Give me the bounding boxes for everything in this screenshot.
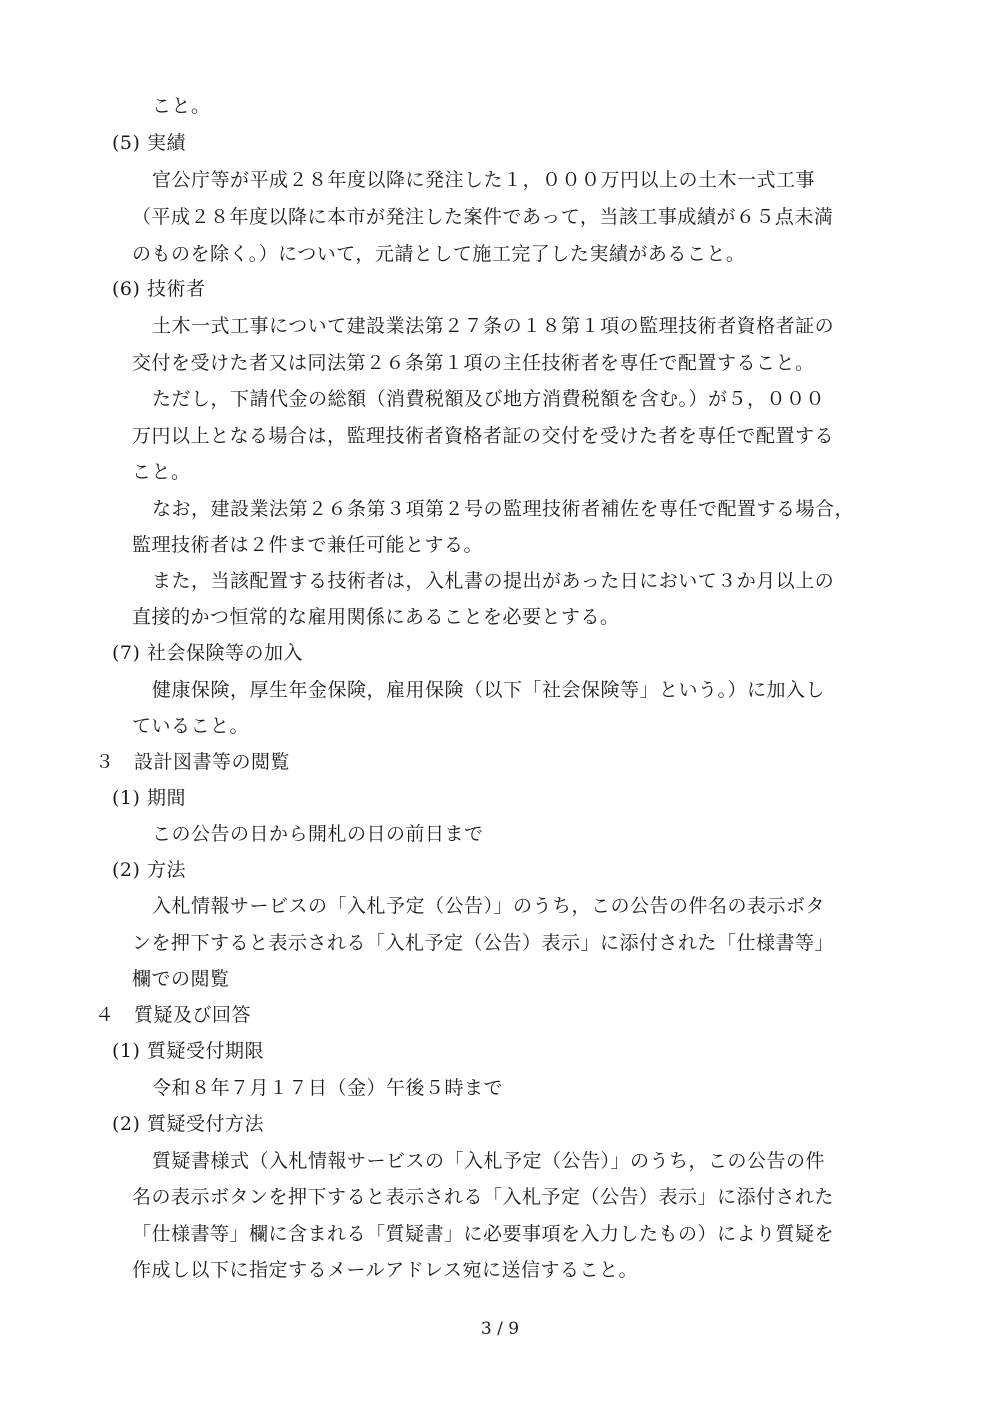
text-line: 作成し以下に指定するメールアドレス宛に送信すること。 [132, 1259, 639, 1281]
text-line: 万円以上となる場合は，監理技術者資格者証の交付を受けた者を専任で配置する [132, 425, 835, 447]
section-heading: (2) 方法 [112, 859, 186, 881]
section-heading: (6) 技術者 [112, 278, 206, 300]
chapter-heading: ３ 設計図書等の閲覧 [95, 751, 291, 773]
text-line: この公告の日から開札の日の前日まで [152, 823, 484, 845]
section-heading: (7) 社会保険等の加入 [112, 642, 303, 664]
text-line: 官公庁等が平成２８年度以降に発注した１，０００万円以上の土木一式工事 [152, 169, 816, 191]
page-number: 3 / 9 [480, 1319, 520, 1339]
text-line: 健康保険，厚生年金保険，雇用保険（以下「社会保険等」という。）に加入し [152, 679, 826, 701]
section-heading: (5) 実績 [112, 132, 186, 154]
text-line: こと。 [152, 95, 211, 117]
text-line: 監理技術者は２件まで兼任可能とする。 [132, 534, 484, 556]
section-heading: (1) 質疑受付期限 [112, 1040, 264, 1062]
text-line: なお，建設業法第２６条第３項第２号の監理技術者補佐を専任で配置する場合， [152, 498, 855, 520]
text-line: ていること。 [132, 715, 250, 737]
text-line: ンを押下すると表示される「入札予定（公告）表示」に添付された「仕様書等」 [132, 932, 835, 954]
text-line: ただし，下請代金の総額（消費税額及び地方消費税額を含む。）が５，０００ [152, 388, 826, 410]
text-line: のものを除く。）について，元請として施工完了した実績があること。 [132, 243, 746, 265]
text-line: 欄での閲覧 [132, 968, 230, 990]
section-heading: (1) 期間 [112, 787, 186, 809]
text-line: 直接的かつ恒常的な雇用関係にあることを必要とする。 [132, 606, 620, 628]
text-line: こと。 [132, 461, 191, 483]
text-line: 「仕様書等」欄に含まれる「質疑書」に必要事項を入力したもの）により質疑を [132, 1223, 835, 1245]
text-line: 令和８年７月１７日（金）午後５時まで [152, 1077, 504, 1099]
chapter-heading: ４ 質疑及び回答 [95, 1004, 252, 1026]
text-line: 交付を受けた者又は同法第２６条第１項の主任技術者を専任で配置すること。 [132, 352, 815, 374]
text-line: 入札情報サービスの「入札予定（公告）」のうち，この公告の件名の表示ボタ [152, 895, 826, 917]
text-line: （平成２８年度以降に本市が発注した案件であって，当該工事成績が６５点未満 [132, 206, 834, 228]
text-line: 土木一式工事について建設業法第２７条の１８第１項の監理技術者資格者証の [152, 315, 835, 337]
section-heading: (2) 質疑受付方法 [112, 1113, 264, 1135]
text-line: 質疑書様式（入札情報サービスの「入札予定（公告）」のうち，この公告の件 [152, 1150, 826, 1172]
text-line: 名の表示ボタンを押下すると表示される「入札予定（公告）表示」に添付された [132, 1186, 835, 1208]
text-line: また，当該配置する技術者は，入札書の提出があった日において３か月以上の [152, 570, 835, 592]
